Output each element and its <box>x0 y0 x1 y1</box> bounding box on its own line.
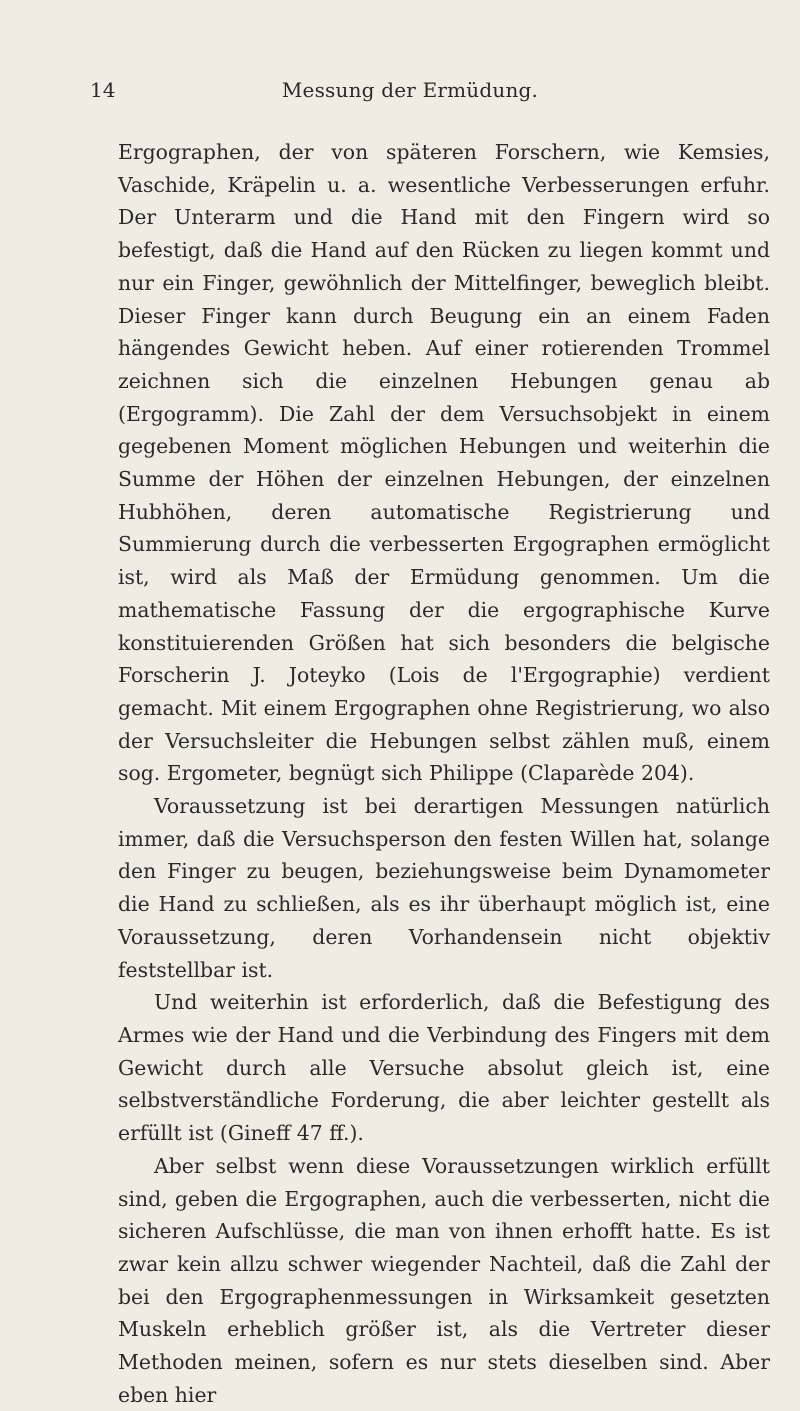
body-text <box>118 136 770 1411</box>
paragraph-continued: Ergographen, der von späteren Forschern, wie Kemsies, Vaschide, Kräpelin u. a. wesentliche Verbesserungen erfuhr. Der Unterarm und die Hand mit den Fingern wird so befestigt, daß die Hand auf den Rücken zu liegen kommt und nur ein Finger, gewöhnlich der Mittelfinger, beweglich bleibt. Dieser Finger kann durch Beugung ein an einem Faden hängendes Gewicht heben. Auf einer rotierenden Trommel zeichnen sich die einzelnen Hebungen genau ab (Ergogramm). Die Zahl der dem Versuchsobjekt in einem gegebenen Moment möglichen Hebungen und weiterhin die Summe der Höhen der einzelnen Hebungen, der einzelnen Hubhöhen, deren automatische Registrierung und Summierung durch die verbesserten Ergographen ermöglicht ist, wird als Maß der Ermüdung genommen. Um die mathematische Fassung der die ergographische Kurve konstituierenden Größen hat sich besonders die belgische Forscherin J. Joteyko (Lois de l'Ergographie) verdient gemacht. Mit einem Ergographen ohne Registrierung, wo also der Versuchsleiter die Hebungen selbst zählen muß, einem sog. Ergometer, begnügt sich Philippe (Claparède 204). <box>118 140 770 786</box>
running-title: Messung der Ermüdung. <box>281 78 539 102</box>
page-number: 14 <box>90 78 116 102</box>
page-header <box>90 78 730 108</box>
paragraph-befestigung: Und weiterhin ist erforderlich, daß die Befestigung des Armes wie der Hand und die Verbindung des Fingers mit dem Gewicht durch alle Versuche absolut gleich ist, eine selbstverständliche Forderung, die aber leichter gestellt als erfüllt ist (Gineff 47 ff.). <box>118 990 770 1146</box>
paragraph-aufschluesse: Aber selbst wenn diese Voraussetzungen wirklich erfüllt sind, geben die Ergographen, auch die verbesserten, nicht die sicheren Aufschlüsse, die man von ihnen erhofft hatte. Es ist zwar kein allzu schwer wiegender Nachteil, daß die Zahl der bei den Ergographenmessungen in Wirksamkeit gesetzten Muskeln erheblich größer ist, als die Vertreter dieser Methoden meinen, sofern es nur stets dieselben sind. Aber eben hier <box>118 1153 770 1407</box>
paragraph-voraussetzung: Voraussetzung ist bei derartigen Messungen natürlich immer, daß die Versuchsperson den festen Willen hat, solange den Finger zu beugen, beziehungsweise beim Dynamometer die Hand zu schließen, als es ihr überhaupt möglich ist, eine Voraussetzung, deren Vorhandensein nicht objektiv feststellbar ist. <box>118 794 770 982</box>
